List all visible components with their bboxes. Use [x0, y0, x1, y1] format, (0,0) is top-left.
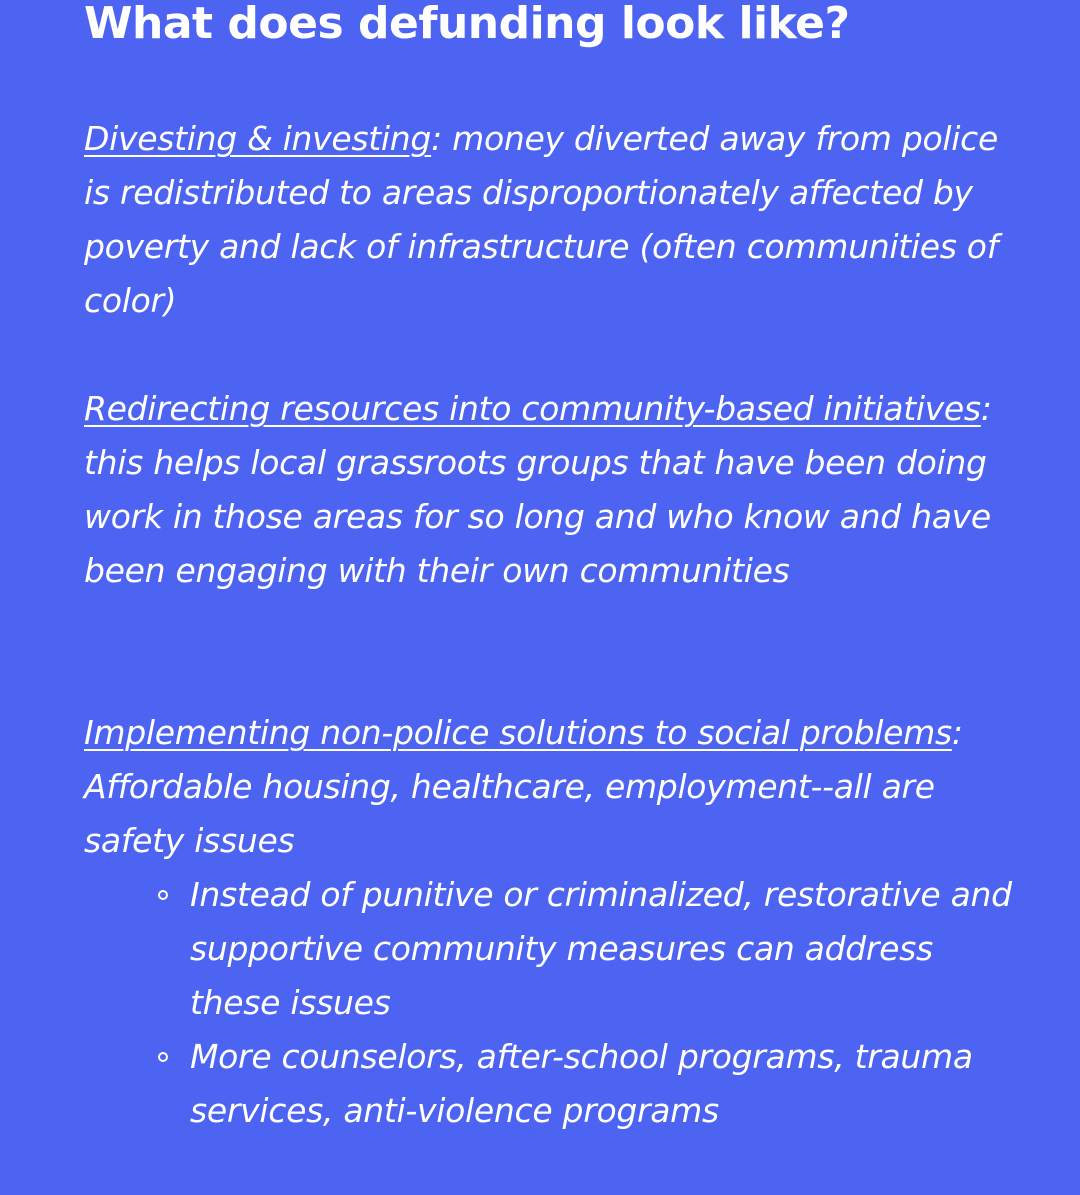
bullet-text: More counselors, after-school programs, trauma services, anti-violence programs: [190, 1037, 973, 1130]
circle-bullet-icon: [158, 890, 168, 900]
section-heading: Implementing non-police solutions to social problems: [84, 713, 952, 752]
bullet-text: Instead of punitive or criminalized, restorative and supportive community measures can address these issues: [190, 875, 1012, 1022]
page-title: What does defunding look like?: [84, 0, 850, 49]
list-item: [190, 1030, 1030, 1138]
section-separator: :: [431, 119, 442, 158]
section-body: this helps local grassroots groups that have been doing work in those areas for so long and who know and have been engaging with their own communities: [84, 443, 991, 590]
list-item: [190, 868, 1030, 1030]
section-body: Affordable housing, healthcare, employment--all are safety issues: [84, 767, 935, 860]
section-heading: Divesting & investing: [84, 119, 432, 158]
section-divesting: [84, 112, 1014, 328]
section-separator: :: [980, 389, 992, 428]
bullet-list: [190, 868, 1030, 1138]
section-redirecting: [84, 382, 1014, 598]
circle-bullet-icon: [158, 1052, 168, 1062]
section-separator: :: [951, 713, 963, 752]
section-implementing: [84, 706, 1014, 868]
section-body: money diverted away from police is redistributed to areas disproportionately affected by poverty and lack of infrastructure (often communities of color): [84, 119, 999, 320]
section-heading: Redirecting resources into community-based initiatives: [84, 389, 981, 428]
